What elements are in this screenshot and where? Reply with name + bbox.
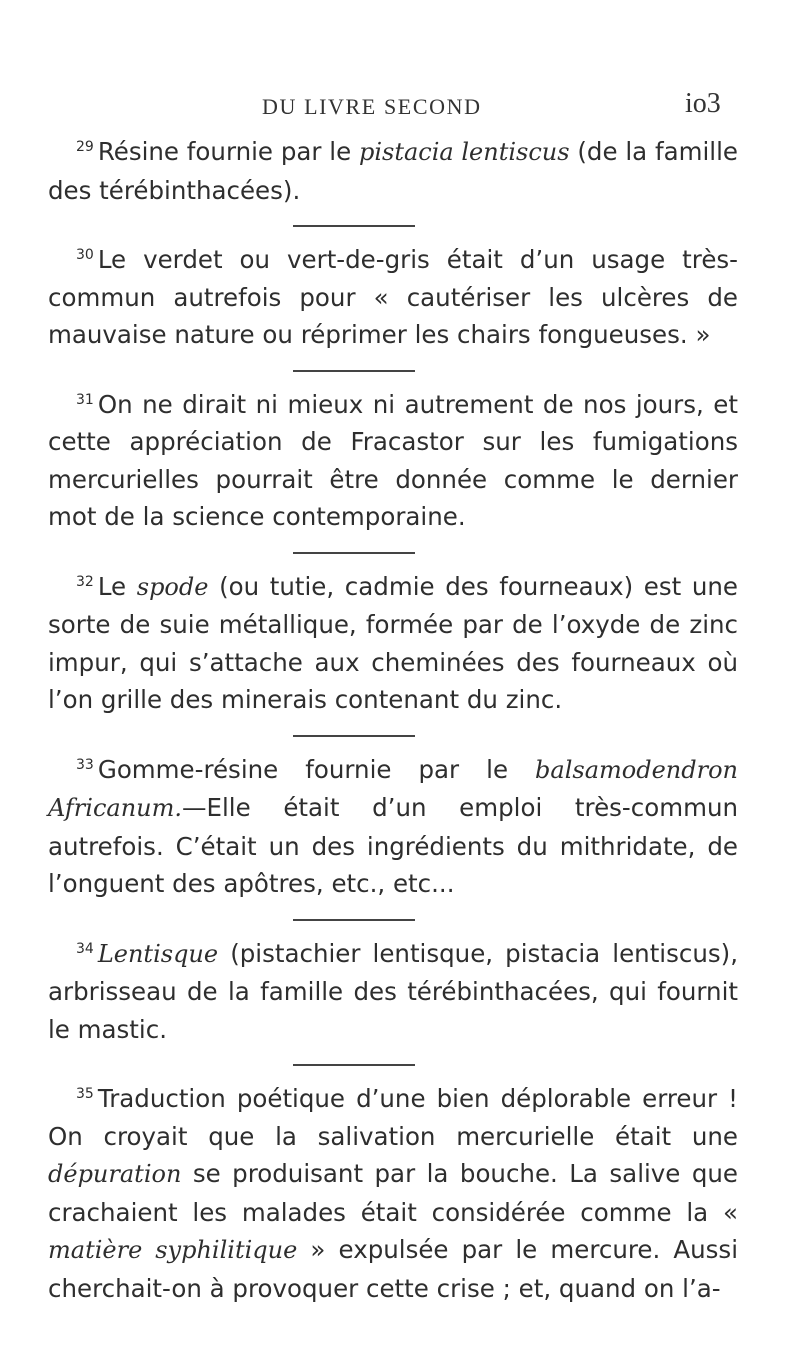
note-separator bbox=[293, 370, 415, 372]
note-text: » expulsée par le mercure. Aussi cherchait-on à provoquer cette crise ; et, quand on l’a- bbox=[48, 1235, 738, 1303]
note-text: Le verdet ou vert-de-gris était d’un usage très-commun autrefois pour « cautériser les ulcères de mauvaise nature ou réprimer les chairs fongueuses. » bbox=[48, 245, 738, 349]
note-separator bbox=[293, 735, 415, 737]
italic-term: matière syphilitique bbox=[48, 1236, 298, 1264]
note-text: (de la famille des térébinthacées). bbox=[48, 137, 738, 205]
note-text: Gomme-résine fournie par le bbox=[97, 754, 536, 784]
running-title: DU LIVRE SECOND bbox=[262, 94, 482, 119]
footnote-number: 32 bbox=[76, 573, 94, 590]
note-separator bbox=[293, 552, 415, 554]
note-text: On ne dirait ni mieux ni autrement de nos jours, et cette appréciation de Fracastor sur les fumigations mercurielles pourrait être donnée comme le dernier mot de la science contemporaine. bbox=[48, 389, 738, 531]
note-separator bbox=[293, 225, 415, 227]
footnote-number: 31 bbox=[76, 391, 94, 408]
footnote-30 bbox=[48, 241, 738, 354]
footnotes bbox=[48, 133, 738, 1307]
note-text: Résine fournie par le bbox=[97, 137, 359, 166]
note-text: (ou tutie, cadmie des fourneaux) est une sorte de suie métallique, formée par de l’oxyde de zinc impur, qui s’attache aux cheminées des fourneaux où l’on grille des minerais contenant du zinc. bbox=[48, 571, 738, 714]
italic-term: balsamodendron Africanum. bbox=[48, 755, 738, 822]
footnote-31 bbox=[48, 386, 738, 536]
note-text: se produisant par la bouche. La salive que crachaient les malades était considérée comme la « bbox=[48, 1159, 738, 1227]
footnote-number: 29 bbox=[76, 139, 94, 155]
footnote-number: 30 bbox=[76, 247, 94, 263]
italic-term: Lentisque bbox=[97, 939, 219, 968]
footnote-number: 35 bbox=[76, 1086, 94, 1102]
note-text: —Elle était d’un emploi très-commun autrefois. C’était un des ingrédients du mithridate, de l’onguent des apôtres, etc., etc... bbox=[48, 793, 738, 898]
italic-term: dépuration bbox=[48, 1160, 182, 1188]
note-separator bbox=[293, 919, 415, 921]
footnote-number: 34 bbox=[76, 940, 94, 957]
note-text: (pistachier lentisque, pistacia lentiscus), arbrisseau de la famille des térébinthacées, qui fournit le mastic. bbox=[48, 938, 738, 1044]
footnote-32 bbox=[48, 568, 738, 719]
italic-term: pistacia lentiscus bbox=[358, 138, 570, 166]
footnote-34 bbox=[48, 935, 738, 1049]
footnote-33 bbox=[48, 751, 738, 903]
note-text: Le bbox=[97, 571, 137, 601]
note-text: Traduction poétique d’une bien déplorable erreur ! On croyait que la salivation mercurielle était une bbox=[48, 1084, 738, 1151]
note-separator bbox=[293, 1064, 415, 1066]
italic-term: spode bbox=[136, 572, 209, 601]
footnote-number: 33 bbox=[76, 756, 94, 773]
footnote-29 bbox=[48, 133, 738, 209]
page-number: io3 bbox=[685, 88, 721, 119]
footnote-35 bbox=[48, 1080, 738, 1307]
